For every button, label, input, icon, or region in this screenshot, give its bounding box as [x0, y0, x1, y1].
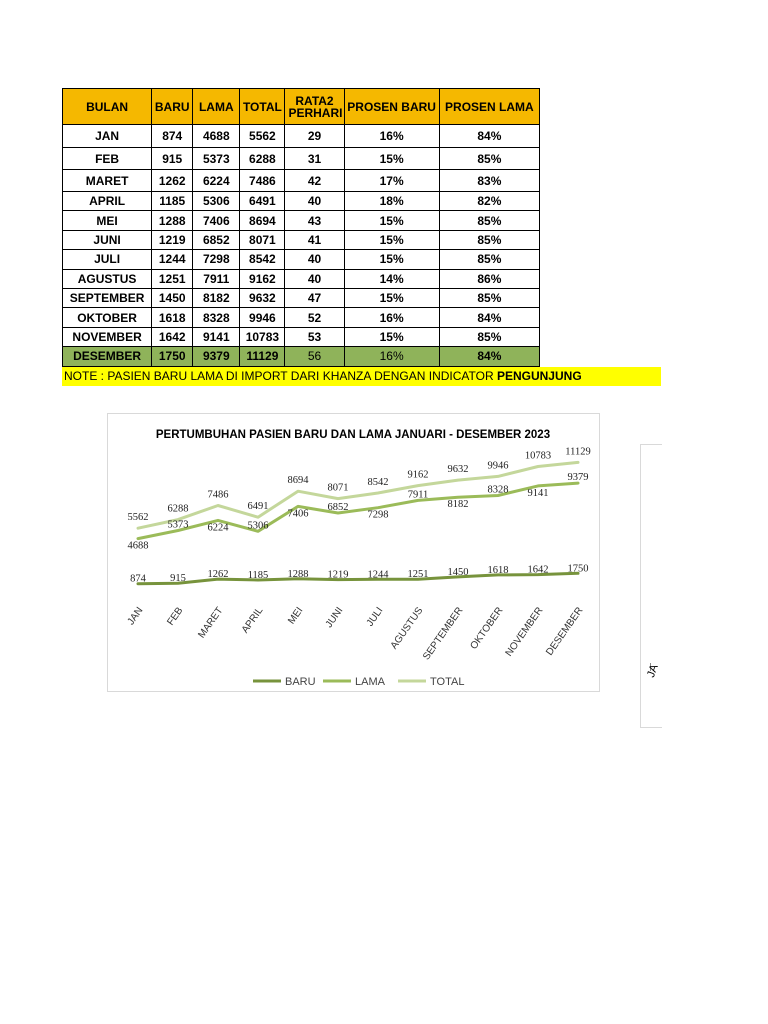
table-cell: 9379 [193, 347, 240, 366]
table-cell: 15% [344, 230, 439, 249]
table-cell: 6852 [193, 230, 240, 249]
table-cell: FEB [63, 148, 152, 170]
table-row [63, 288, 540, 307]
table-cell: 8071 [240, 230, 285, 249]
data-label-lama: 8328 [487, 484, 509, 496]
table-cell: JUNI [63, 230, 152, 249]
table-cell: MEI [63, 211, 152, 230]
data-label-baru: 1288 [287, 568, 309, 580]
data-label-total: 6491 [247, 501, 269, 513]
table-cell: 1288 [152, 211, 193, 230]
data-label-total: 10783 [524, 450, 552, 462]
table-cell: 52 [285, 308, 344, 327]
data-label-total: 9162 [407, 469, 429, 481]
data-label-total: 8071 [327, 482, 349, 494]
note-bar [62, 367, 661, 386]
category-tick-label: JULI [364, 605, 386, 629]
table-cell: 7486 [240, 170, 285, 192]
data-label-lama: 5373 [167, 519, 189, 531]
table-row [63, 170, 540, 192]
table-cell: 43 [285, 211, 344, 230]
table-cell: 14% [344, 269, 439, 288]
data-label-lama: 9379 [567, 472, 589, 484]
series-layer [138, 462, 578, 583]
data-label-baru: 915 [170, 573, 186, 585]
table-cell: 1251 [152, 269, 193, 288]
data-label-baru: 1244 [367, 569, 389, 581]
table-cell: 1262 [152, 170, 193, 192]
legend-label-total: TOTAL [430, 676, 465, 688]
table-cell: 16% [344, 125, 439, 148]
table-cell: 1618 [152, 308, 193, 327]
table-cell: 53 [285, 327, 344, 346]
table-cell: DESEMBER [63, 347, 152, 366]
data-label-total: 9946 [487, 460, 509, 472]
data-label-baru: 1262 [207, 569, 229, 581]
data-label-baru: 1185 [247, 570, 269, 581]
header-lama: LAMA [193, 89, 240, 125]
data-label-baru: 1450 [447, 566, 469, 578]
table-cell: 40 [285, 250, 344, 269]
table-cell: 40 [285, 269, 344, 288]
data-label-lama: 9141 [527, 487, 549, 499]
legend-label-lama: LAMA [355, 676, 385, 688]
table-row [63, 347, 540, 366]
header-total: TOTAL [240, 89, 285, 125]
note-text: NOTE : PASIEN BARU LAMA DI IMPORT DARI KHANZA DENGAN INDICATOR [64, 369, 497, 383]
table-cell: 1244 [152, 250, 193, 269]
table-cell: 15% [344, 148, 439, 170]
table-cell: 1642 [152, 327, 193, 346]
data-label-baru: 1219 [327, 569, 349, 581]
table-cell: 8694 [240, 211, 285, 230]
table-cell: 16% [344, 308, 439, 327]
table-cell: 86% [439, 269, 539, 288]
legend-label-baru: BARU [285, 676, 316, 688]
chart-title: PERTUMBUHAN PASIEN BARU DAN LAMA JANUARI - DESEMBER 2023 [155, 429, 551, 441]
second-chart-category-label: JA [645, 662, 661, 680]
data-label-total: 5562 [127, 512, 149, 524]
data-label-lama: 7298 [367, 509, 389, 521]
table-cell: 15% [344, 288, 439, 307]
table-cell: 6224 [193, 170, 240, 192]
table-cell: 83% [439, 170, 539, 192]
data-table [62, 88, 540, 367]
table-row [63, 327, 540, 346]
data-label-total: 8542 [367, 477, 389, 488]
table-body [63, 125, 540, 367]
category-tick-label: JUNI [323, 605, 346, 630]
table-cell: 15% [344, 327, 439, 346]
chart-svg [108, 414, 599, 691]
table-cell: 9946 [240, 308, 285, 327]
table-cell: 8542 [240, 250, 285, 269]
table-cell: 84% [439, 308, 539, 327]
category-tick-label: OKTOBER [468, 605, 506, 652]
table-cell: 29 [285, 125, 344, 148]
table-cell: 6288 [240, 148, 285, 170]
table-row [63, 148, 540, 170]
table-cell: 84% [439, 347, 539, 366]
category-tick-label: JAN [125, 605, 146, 628]
table-cell: 18% [344, 192, 439, 211]
table-cell: 7406 [193, 211, 240, 230]
table-cell: 85% [439, 148, 539, 170]
table-cell: OKTOBER [63, 308, 152, 327]
header-baru: BARU [152, 89, 193, 125]
table-cell: SEPTEMBER [63, 288, 152, 307]
table-cell: 5306 [193, 192, 240, 211]
series-line-baru [138, 573, 578, 583]
table-cell: 7911 [193, 269, 240, 288]
category-tick-label: AGUSTUS [388, 605, 426, 652]
table-row [63, 211, 540, 230]
series-line-total [138, 462, 578, 528]
table-cell: 15% [344, 250, 439, 269]
table-cell: 16% [344, 347, 439, 366]
data-label-lama: 7406 [287, 508, 309, 520]
data-label-lama: 6224 [207, 522, 229, 534]
data-label-total: 9632 [447, 464, 469, 476]
table-row [63, 192, 540, 211]
table-row [63, 125, 540, 148]
header-prosen-lama: PROSEN LAMA [439, 89, 539, 125]
header-rata2-perhari: RATA2 PERHARI [285, 89, 344, 125]
table-cell: JULI [63, 250, 152, 269]
table-cell: 915 [152, 148, 193, 170]
table-cell: 85% [439, 288, 539, 307]
category-tick-label: DESEMBER [544, 605, 586, 658]
line-chart [107, 413, 600, 692]
data-label-lama: 4688 [127, 540, 149, 552]
table-cell: 11129 [240, 347, 285, 366]
table-cell: 5373 [193, 148, 240, 170]
data-label-total: 6288 [167, 503, 189, 515]
table-cell: AGUSTUS [63, 269, 152, 288]
category-tick-label: SEPTEMBER [421, 605, 466, 663]
data-label-lama: 7911 [407, 489, 429, 501]
table-cell: 1185 [152, 192, 193, 211]
chart-legend [253, 676, 464, 688]
table-cell: 9141 [193, 327, 240, 346]
table-cell: 1219 [152, 230, 193, 249]
data-label-baru: 1750 [567, 563, 589, 575]
table-cell: 9632 [240, 288, 285, 307]
table-cell: 56 [285, 347, 344, 366]
table-cell: APRIL [63, 192, 152, 211]
table-cell: 10783 [240, 327, 285, 346]
table-cell: 42 [285, 170, 344, 192]
data-label-baru: 1251 [407, 569, 429, 581]
table-cell: 85% [439, 250, 539, 269]
table-cell: 8182 [193, 288, 240, 307]
table-cell: 85% [439, 327, 539, 346]
second-chart-fragment [640, 444, 662, 728]
category-tick-label: MEI [286, 605, 306, 627]
table-row [63, 250, 540, 269]
table-row [63, 230, 540, 249]
table-cell: 1450 [152, 288, 193, 307]
table-cell: 82% [439, 192, 539, 211]
category-tick-label: FEB [165, 605, 186, 628]
table-cell: 7298 [193, 250, 240, 269]
table-cell: 17% [344, 170, 439, 192]
table-cell: 84% [439, 125, 539, 148]
table-cell: 85% [439, 230, 539, 249]
table-cell: 9162 [240, 269, 285, 288]
category-tick-label: NOVEMBER [503, 605, 546, 659]
header-bulan: BULAN [63, 89, 152, 125]
table-cell: 85% [439, 211, 539, 230]
table-cell: JAN [63, 125, 152, 148]
data-label-total: 8694 [287, 475, 309, 487]
table-cell: 8328 [193, 308, 240, 327]
data-label-lama: 6852 [327, 502, 349, 513]
table-cell: 47 [285, 288, 344, 307]
data-label-baru: 1642 [527, 564, 549, 576]
data-label-baru: 874 [130, 573, 146, 585]
header-prosen-baru: PROSEN BARU [344, 89, 439, 125]
data-label-total: 7486 [207, 489, 229, 501]
category-tick-label: APRIL [239, 605, 266, 636]
data-label-layer [128, 446, 591, 584]
table-header-row [63, 89, 540, 125]
table-cell: 5562 [240, 125, 285, 148]
category-axis [126, 605, 586, 662]
table-cell: 41 [285, 230, 344, 249]
data-label-lama: 5306 [247, 520, 269, 532]
table-row [63, 269, 540, 288]
table-row [63, 308, 540, 327]
data-label-total: 11129 [565, 446, 591, 458]
table-cell: 6491 [240, 192, 285, 211]
table-cell: MARET [63, 170, 152, 192]
data-label-lama: 8182 [447, 499, 469, 511]
note-emphasis: PENGUNJUNG [496, 369, 582, 383]
table-cell: 874 [152, 125, 193, 148]
table-cell: 15% [344, 211, 439, 230]
table-cell: 31 [285, 148, 344, 170]
table-cell: NOVEMBER [63, 327, 152, 346]
table-cell: 40 [285, 192, 344, 211]
category-tick-label: MARET [196, 605, 226, 641]
table-cell: 4688 [193, 125, 240, 148]
table-cell: 1750 [152, 347, 193, 366]
data-label-baru: 1618 [487, 564, 509, 576]
